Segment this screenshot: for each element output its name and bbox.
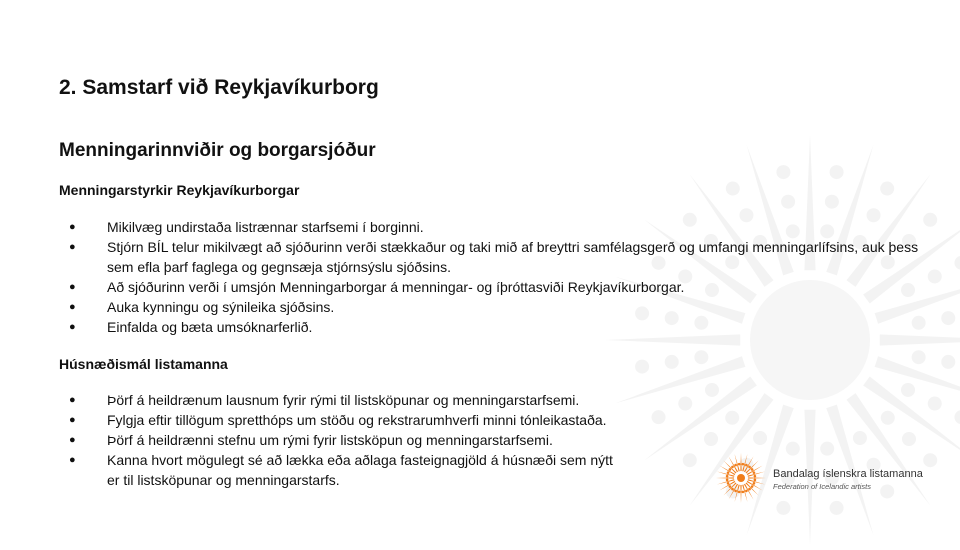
- sunburst-icon: [715, 452, 767, 504]
- list-item: ● Kanna hvort mögulegt sé að lækka eða aðlaga fasteignagjöld á húsnæði sem nýtt er til listsköpunar og menningarstarfs.: [59, 450, 627, 490]
- list-item: ● Einfalda og bæta umsóknarferlið.: [59, 317, 919, 337]
- list-item: ● Auka kynningu og sýnileika sjóðsins.: [59, 297, 919, 317]
- logo-tagline: Federation of Icelandic artists: [773, 482, 871, 491]
- list-item: ● Fylgja eftir tillögum spretthóps um stöðu og rekstrarumhverfi minni tónleikastaða.: [59, 410, 919, 430]
- slide-subtitle: Menningarinnviðir og borgarsjóður: [59, 140, 376, 161]
- section-heading-housing: Húsnæðismál listamanna: [59, 356, 228, 372]
- list-item: ● Að sjóðurinn verði í umsjón Menningarborgar á menningar- og íþróttasviði Reykjavíkurborgar.: [59, 277, 919, 297]
- list-item: ● Þörf á heildrænni stefnu um rými fyrir listsköpun og menningarstarfsemi.: [59, 430, 919, 450]
- list-item: ● Mikilvæg undirstaða listrænnar starfsemi í borginni.: [59, 217, 919, 237]
- grants-bullet-list: [59, 217, 919, 337]
- list-item: ● Þörf á heildrænum lausnum fyrir rými til listsköpunar og menningarstarfsemi.: [59, 390, 919, 410]
- logo-name: Bandalag íslenskra listamanna: [773, 468, 923, 480]
- slide-title: 2. Samstarf við Reykjavíkurborg: [59, 76, 379, 99]
- section-heading-grants: Menningarstyrkir Reykjavíkurborgar: [59, 182, 300, 198]
- list-item: ● Stjórn BÍL telur mikilvægt að sjóðurinn verði stækkaður og taki mið af breyttri samfélagsgerð og umfangi menningarlífsins, auk þess sem efla þarf faglega og gegnsæja stjórnsýslu sjóðsins.: [59, 237, 919, 277]
- logo: [715, 452, 935, 504]
